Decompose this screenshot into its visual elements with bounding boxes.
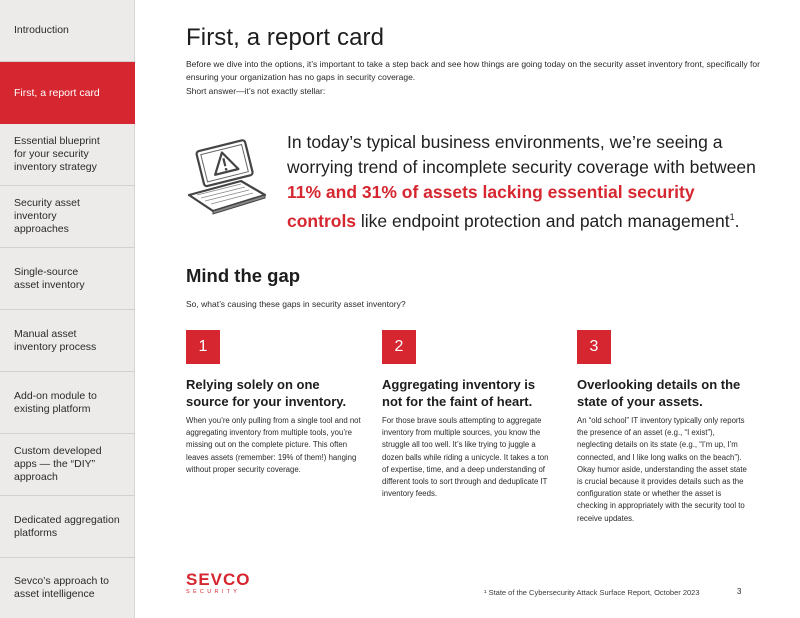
logo-wordmark: SEVCO [186,570,251,589]
column-title: Relying solely on one source for your inventory. [186,377,347,409]
short-answer: Short answer—it’s not exactly stellar: [186,86,326,96]
column-body: For those brave souls attempting to aggregate inventory from multiple sources, you know the struggle all too well. It’s like trying to juggle a dozen balls while riding a unicycle. It takes a ton of expertise, time, and a deep understanding of different tools to sort through and deduplicate IT inventory feeds. [382,416,549,499]
sidebar-item-aggregation[interactable] [0,496,135,558]
page-number: 3 [737,587,742,596]
gap-column-3 [577,330,749,525]
page-title: First, a report card [186,24,385,51]
sidebar-item-label: First, a report card [14,86,100,99]
column-body: An “old school” IT inventory typically only reports the presence of an asset (e.g., “I exist”), neglecting details on its state (e.g., “I’m up, I’m connected, and I like long walks on the beach”). Okay humor aside, understanding the asset state is crucial because it provides details such as the configuration state or whether the asset is checking in appropriately with the security tool to receive updates. [577,416,747,523]
sidebar-item-label: Sevco’s approach to asset intelligence [14,575,109,600]
sidebar-item-sevco-approach[interactable] [0,558,135,618]
column-title: Aggregating inventory is not for the faint of heart. [382,377,536,409]
callout-highlight: 11% and 31% of assets lacking essential security controls [287,182,695,231]
sidebar-item-blueprint[interactable] [0,124,135,186]
callout-end: . [734,210,740,231]
sidebar-item-introduction[interactable] [0,0,135,62]
sidebar-item-manual[interactable] [0,310,135,372]
sidebar-item-approaches[interactable] [0,186,135,248]
sidebar-item-label: Dedicated aggregation platforms [14,513,120,539]
sevco-logo [186,570,251,601]
sidebar-item-label: Single-source asset inventory [14,265,85,291]
laptop-warning-icon [183,137,271,217]
number-badge: 1 [186,330,220,364]
sidebar-item-label: Add-on module to existing platform [14,389,97,415]
sidebar-item-label: Essential blueprint for your security inventory strategy [14,135,100,173]
number-badge: 2 [382,330,416,364]
logo-subtitle: SECURITY [186,589,241,595]
intro-paragraph: Before we dive into the options, it’s important to take a step back and see how things are going today on the security asset inventory front, specifically for ensuring your organization has no gaps in security coverage. [186,59,760,82]
column-body: When you’re only pulling from a single tool and not aggregating inventory from multiple tools, you’re missing out on the complete picture. This often leaves assets (remember: 19% of them!) hanging without proper security coverage. [186,416,361,474]
sidebar [0,0,135,618]
sidebar-item-single-source[interactable] [0,248,135,310]
number-badge: 3 [577,330,611,364]
gap-column-1 [186,330,361,476]
column-title: Overlooking details on the state of your assets. [577,377,741,409]
sidebar-item-diy[interactable] [0,434,135,496]
sidebar-item-label: Custom developed apps — the “DIY” approach [14,445,102,483]
sidebar-item-report-card[interactable] [0,62,135,124]
footnote-mark: 1 [729,212,735,222]
section-title: Mind the gap [186,265,301,286]
sidebar-item-label: Security asset inventory approaches [14,197,80,235]
footnote: ¹ State of the Cybersecurity Attack Surface Report, October 2023 [484,588,700,597]
callout-text: In today’s typical business environments, we’re seeing a worrying trend of incomplete security coverage with between [287,132,756,177]
section-subtitle: So, what’s causing these gaps in security asset inventory? [186,299,406,309]
sidebar-item-label: Manual asset inventory process [14,327,97,353]
sidebar-item-label: Introduction [14,24,69,36]
callout-text: like endpoint protection and patch management [356,210,730,231]
gap-column-2 [382,330,557,500]
callout-statement [287,130,767,234]
sidebar-item-add-on[interactable] [0,372,135,434]
